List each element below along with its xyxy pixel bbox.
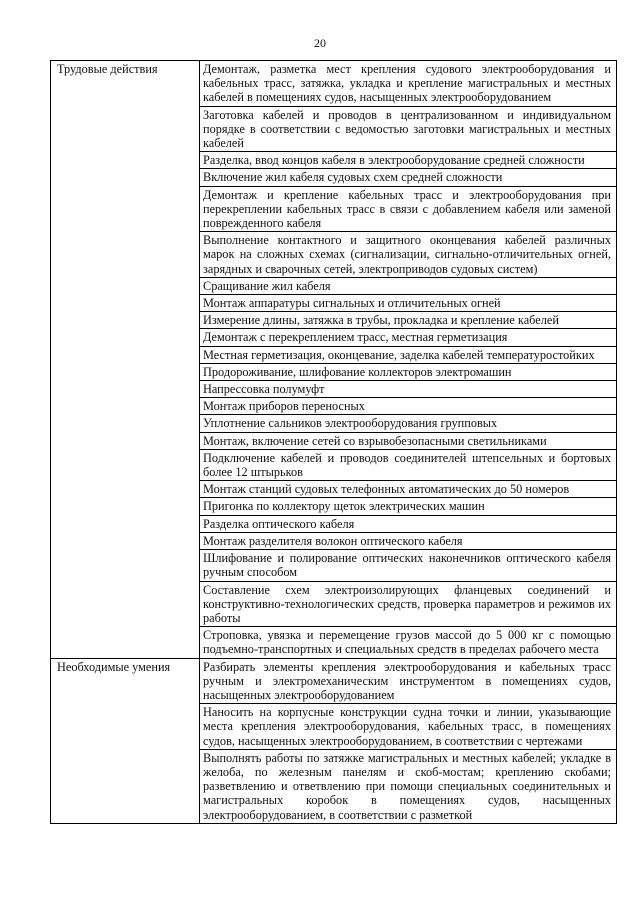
list-item: Разбирать элементы крепления электрооборудования и кабельных трасс ручным и электромеханическим инструментом в помещениях судов, насыщенных электрооборудованием (200, 659, 616, 705)
list-item: Шлифование и полирование оптических наконечников оптического кабеля ручным способом (200, 550, 616, 581)
section-row (51, 61, 617, 659)
list-item: Включение жил кабеля судовых схем средней сложности (200, 169, 616, 186)
section-row (51, 658, 617, 823)
list-item: Уплотнение сальников электрооборудования групповых (200, 415, 616, 432)
list-item: Продороживание, шлифование коллекторов электромашин (200, 364, 616, 381)
list-item: Выполнять работы по затяжке магистральных и местных кабелей; укладке в желоба, по железным панелям и скоб-мостам; креплению скобами; разветвлению и ответвлению при помощи специальных соединительных и магистральных коробок в помещениях судов, насыщенных электрооборудованием, в соответствии с разметкой (203, 750, 611, 822)
list-item: Монтаж, включение сетей со взрывобезопасными светильниками (200, 433, 616, 450)
list-item: Строповка, увязка и перемещение грузов массой до 5 000 кг с помощью подъемно-транспортных и специальных средств в пределах рабочего места (203, 628, 611, 657)
list-item: Монтаж приборов переносных (200, 398, 616, 415)
requirements-table (50, 60, 617, 824)
page-number: 20 (314, 36, 326, 50)
list-item: Измерение длины, затяжка в трубы, прокладка и крепление кабелей (200, 312, 616, 329)
list-item: Монтаж аппаратуры сигнальных и отличительных огней (200, 295, 616, 312)
list-item: Напрессовка полумуфт (200, 381, 616, 398)
list-item: Монтаж разделителя волокон оптического кабеля (200, 533, 616, 550)
section-items (200, 658, 617, 823)
list-item: Наносить на корпусные конструкции судна точки и линии, указывающие места крепления электрооборудования, кабельных трасс, в помещениях судов, насыщенных электрооборудованием, в соответствии с чертежами (200, 704, 616, 750)
list-item: Демонтаж и крепление кабельных трасс и электрооборудования при перекреплении кабельных трасс в связи с добавлением кабеля или заменой поврежденного кабеля (200, 187, 616, 233)
list-item: Подключение кабелей и проводов соединителей штепсельных и бортовых более 12 штырьков (200, 450, 616, 481)
list-item: Местная герметизация, оконцевание, заделка кабелей температуростойких (200, 347, 616, 364)
list-item: Разделка оптического кабеля (200, 516, 616, 533)
list-item: Демонтаж, разметка мест крепления судового электрооборудования и кабельных трасс, затяжка, укладка и крепление магистральных и местных кабелей в помещениях судов, насыщенных электрооборудованием (200, 61, 616, 107)
list-item: Составление схем электроизолирующих фланцевых соединений и конструктивно-технологических средств, проверка параметров и режимов их работы (200, 582, 616, 628)
list-item: Разделка, ввод концов кабеля в электрооборудование средней сложности (200, 152, 616, 169)
list-item: Пригонка по коллектору щеток электрических машин (200, 498, 616, 515)
section-label: Необходимые умения (51, 658, 200, 823)
list-item: Демонтаж с перекреплением трасс, местная герметизация (200, 329, 616, 346)
list-item: Заготовка кабелей и проводов в централизованном и индивидуальном порядке в соответствии с ведомостью заготовки магистральных и местных кабелей (200, 107, 616, 153)
list-item: Сращивание жил кабеля (200, 278, 616, 295)
list-item: Выполнение контактного и защитного оконцевания кабелей различных марок на сложных схемах (сигнализации, сигнально-отличительных огней, зарядных и сварочных сетей, электроприводов судовых систем) (200, 232, 616, 278)
list-item: Монтаж станций судовых телефонных автоматических до 50 номеров (200, 481, 616, 498)
requirements-table-body (51, 61, 617, 824)
section-items (200, 61, 617, 659)
section-label: Трудовые действия (51, 61, 200, 659)
